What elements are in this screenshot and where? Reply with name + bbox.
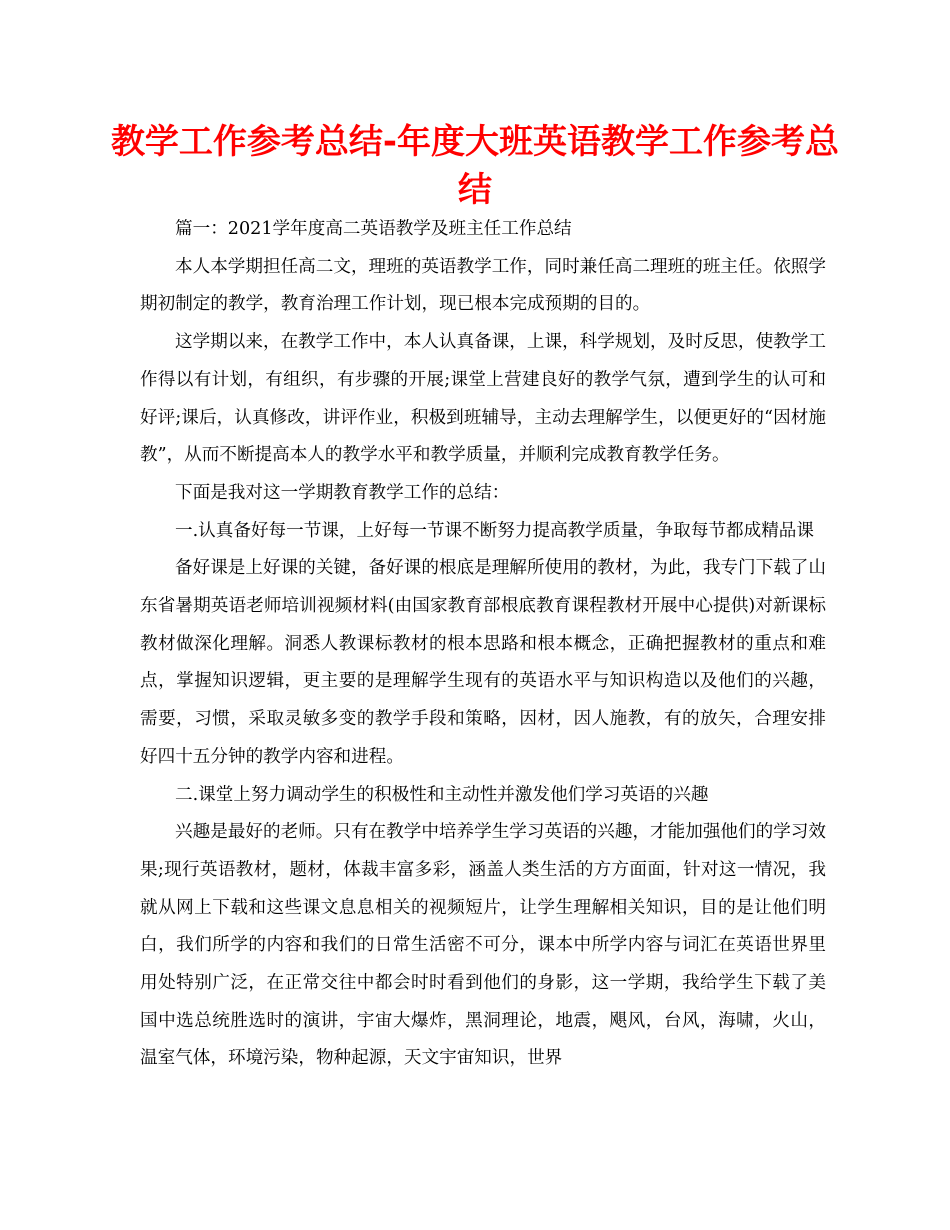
document-title: 教学工作参考总结-年度大班英语教学工作参考总结 xyxy=(110,122,840,210)
section-heading: 一.认真备好每一节课，上好每一节课不断努力提高教学质量，争取每节都成精品课 xyxy=(175,520,814,541)
paragraph: 兴趣是最好的老师。只有在教学中培养学生学习英语的兴趣，才能加强他们的学习效果;现行英语教材，题材，体裁丰富多彩，涵盖人类生活的方方面面，针对这一情况，我就从网上下载和这些课文息息相关的视频短片，让学生理解相关知识，目的是让他们明白，我们所学的内容和我们的日常生活密不可分，课本中所学内容与词汇在英语世界里用处特别广泛，在正常交往中都会时时看到他们的身影，这一学期，我给学生下载了美国中选总统胜选时的演讲，宇宙大爆炸，黑洞理论，地震，飓风，台风，海啸，火山，温室气体，环境污染，物种起源，天文宇宙知识，世界 xyxy=(140,822,826,1069)
paragraph: 这学期以来，在教学工作中，本人认真备课，上课，科学规划，及时反思，使教学工作得以有计划，有组织，有步骤的开展;课堂上营建良好的教学气氛，遭到学生的认可和好评;课后，认真修改，讲评作业，积极到班辅导，主动去理解学生，以便更好的“因材施教”，从而不断提高本人的教学水平和教学质量，并顺利完成教育教学任务。 xyxy=(140,332,826,466)
section-heading: 二.课堂上努力调动学生的积极性和主动性并激发他们学习英语的兴趣 xyxy=(175,784,709,805)
document-body xyxy=(140,211,826,1078)
paragraph: 下面是我对这一学期教育教学工作的总结： xyxy=(175,482,510,503)
paragraph: 备好课是上好课的关键，备好课的根底是理解所使用的教材，为此，我专门下载了山东省暑期英语老师培训视频材料(由国家教育部根底教育课程教材开展中心提供)对新课标教材做深化理解。洞悉人教课标教材的根本思路和根本概念，正确把握教材的重点和难点，掌握知识逻辑，更主要的是理解学生现有的英语水平与知识构造以及他们的兴趣，需要，习惯，采取灵敏多变的教学手段和策略，因材，因人施教，有的放矢，合理安排好四十五分钟的教学内容和进程。 xyxy=(140,558,826,767)
paragraph: 本人本学期担任高二文，理班的英语教学工作，同时兼任高二理班的班主任。依照学期初制定的教学，教育治理工作计划，现已根本完成预期的目的。 xyxy=(140,256,826,315)
paragraph-heading: 篇一：2021学年度高二英语教学及班主任工作总结 xyxy=(175,219,572,239)
